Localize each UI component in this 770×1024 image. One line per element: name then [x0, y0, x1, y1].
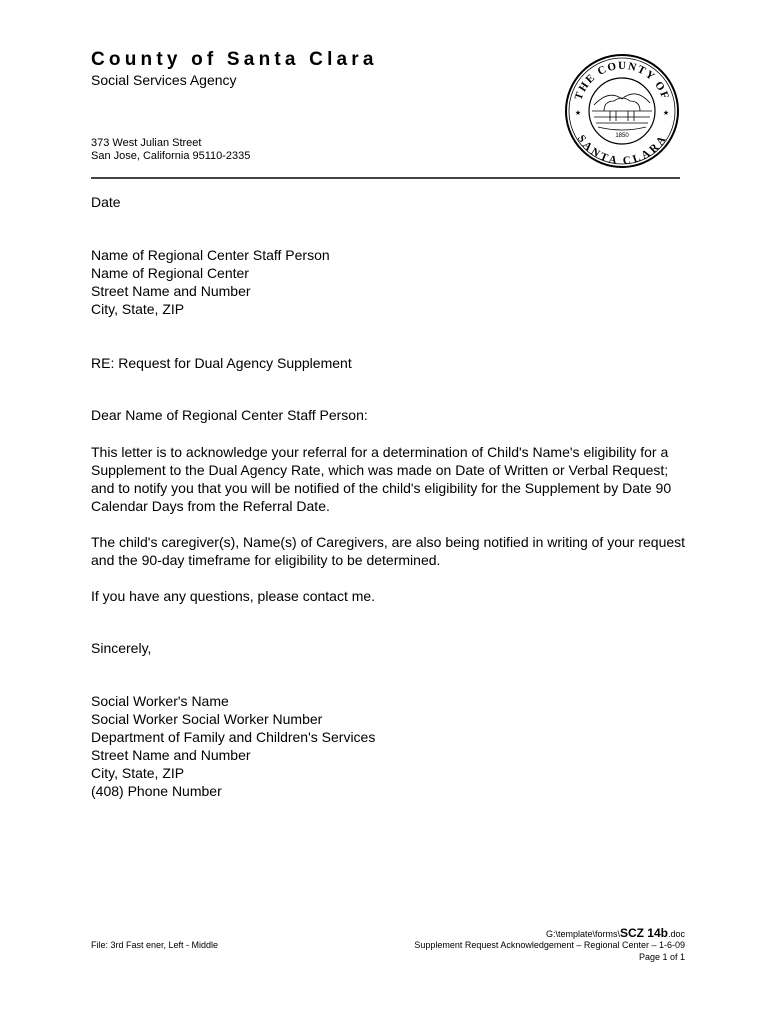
county-seal-icon	[564, 53, 680, 169]
path-suffix: .doc	[667, 929, 685, 939]
form-code: SCZ 14b	[619, 926, 668, 940]
form-title: Supplement Request Acknowledgement – Regional Center – 1-6-09	[414, 940, 685, 950]
signature-line: (408) Phone Number	[91, 783, 222, 799]
recipient-line: Street Name and Number	[91, 283, 251, 299]
closing: Sincerely,	[91, 640, 152, 656]
svg-text:★: ★	[662, 110, 670, 117]
letter-date: Date	[91, 194, 121, 210]
seal-year: 1850	[615, 133, 629, 139]
page-number: Page 1 of 1	[638, 952, 685, 962]
org-name: County of Santa Clara	[91, 49, 378, 70]
signature-line: Street Name and Number	[91, 747, 251, 763]
agency-name: Social Services Agency	[91, 72, 237, 88]
seal-top-text: THE COUNTY OF	[572, 59, 672, 102]
body-paragraph: The child's caregiver(s), Name(s) of Caregivers, are also being notified in writing of your request and the 90-day timeframe for eligibility to be determined.	[91, 534, 686, 568]
file-note: File: 3rd Fast ener, Left - Middle	[91, 940, 219, 950]
signature-line: City, State, ZIP	[91, 765, 185, 781]
address-line-1: 373 West Julian Street	[91, 137, 202, 149]
signature-line: Social Worker Social Worker Number	[91, 711, 323, 727]
address-line-2: San Jose, California 95110-2335	[91, 150, 251, 162]
seal-bottom-text: SANTA CLARA	[574, 133, 670, 168]
salutation: Dear Name of Regional Center Staff Person:	[91, 407, 368, 423]
recipient-line: Name of Regional Center Staff Person	[91, 247, 330, 263]
recipient-line: Name of Regional Center	[91, 265, 249, 281]
svg-text:★: ★	[574, 110, 582, 117]
header-divider	[91, 177, 680, 179]
signature-line: Department of Family and Children's Services	[91, 729, 376, 745]
signature-line: Social Worker's Name	[91, 693, 229, 709]
recipient-line: City, State, ZIP	[91, 301, 185, 317]
re-line: RE: Request for Dual Agency Supplement	[91, 355, 352, 371]
form-path	[546, 926, 685, 940]
body-paragraph: This letter is to acknowledge your referral for a determination of Child's Name's eligibility for a Supplement to the Dual Agency Rate, which was made on Date of Written or Verbal Request; and to notify you that you will be notified of the child's eligibility for the Supplement by Date 90 Calendar Days from the Referral Date.	[91, 444, 672, 514]
path-prefix: G:\template\forms\	[545, 929, 620, 939]
body-paragraph: If you have any questions, please contact me.	[91, 588, 376, 604]
